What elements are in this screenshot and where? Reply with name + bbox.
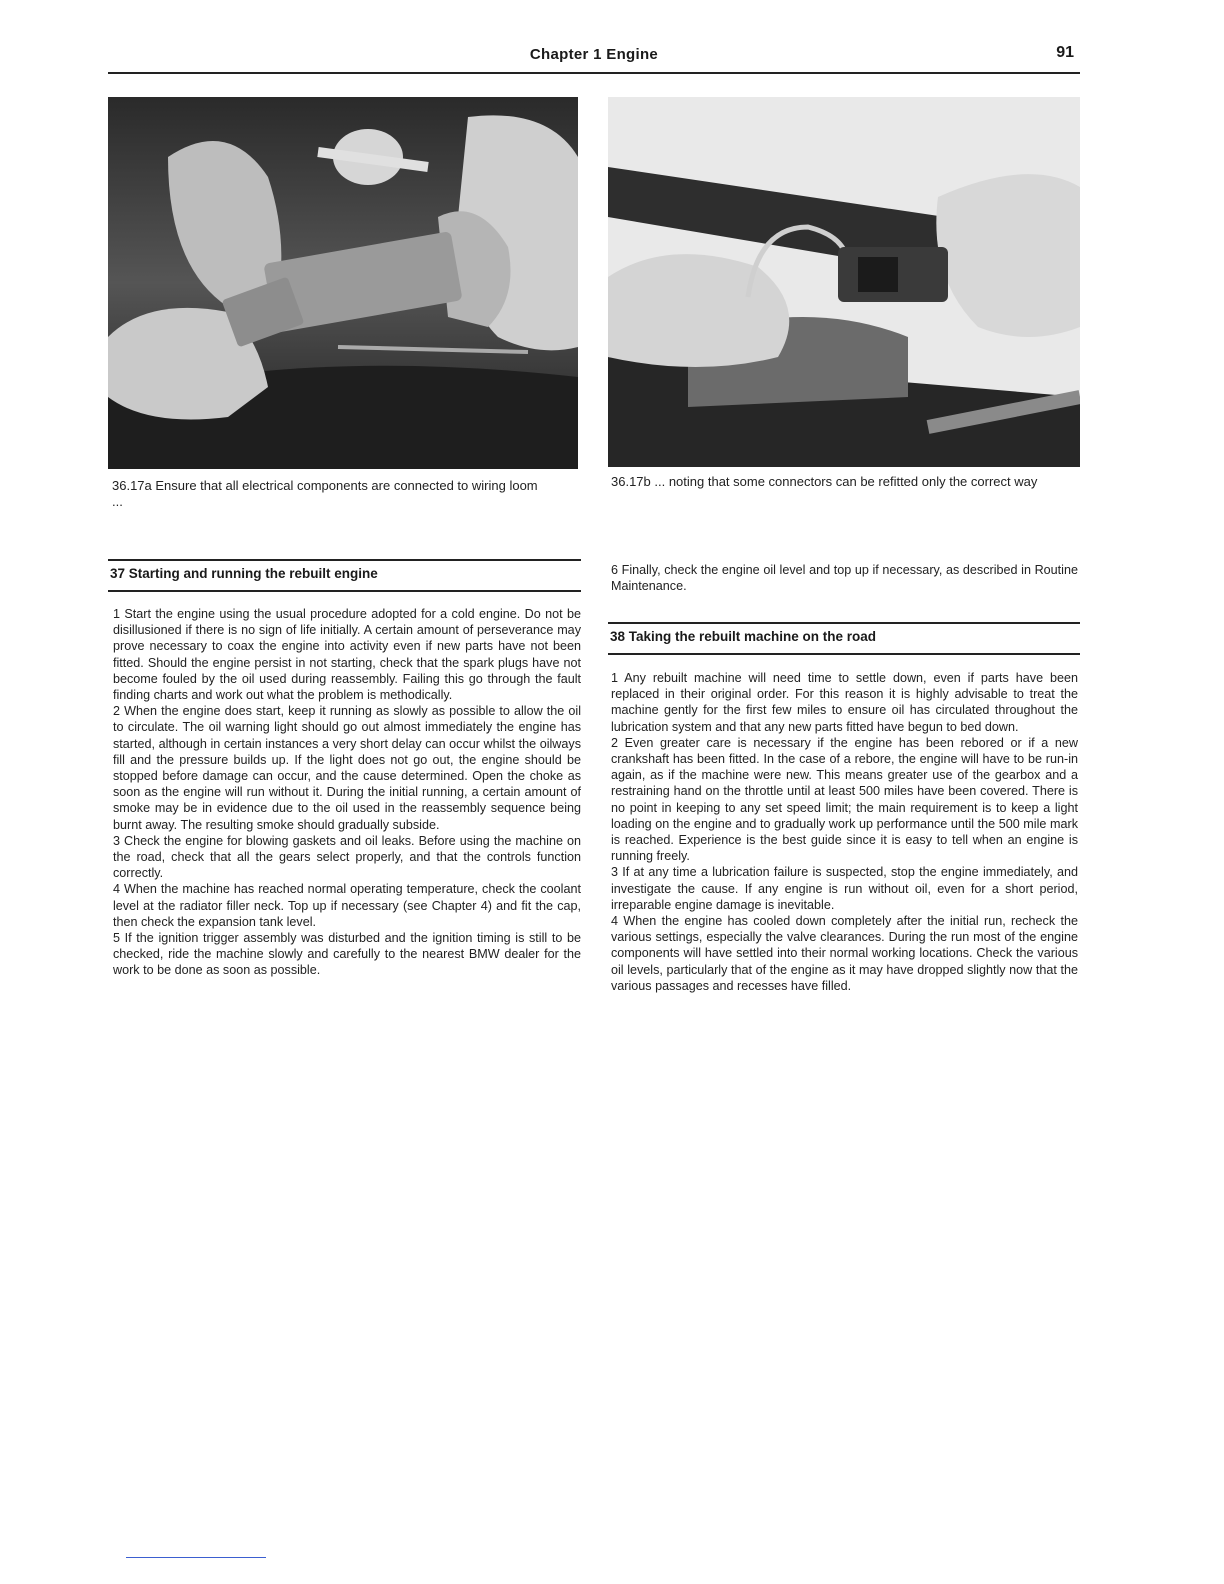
paragraph: 4 When the engine has cooled down completely after the initial run, recheck the various settings, especially the valve clearances. During the run most of the engine components will have settled into their normal working locations. Check the various oil levels, particularly that of the engine as it may have dropped slightly now that the various passages and recesses have filled. — [611, 914, 1078, 993]
paragraph: 4 When the machine has reached normal operating temperature, check the coolant level at the radiator filler neck. Top up if necessary (see Chapter 4) and fit the cap, then check the expansion tank level. — [113, 882, 581, 929]
page-header — [108, 40, 1080, 74]
chapter-title: Chapter 1 Engine — [529, 46, 659, 63]
paragraph: 1 Start the engine using the usual procedure adopted for a cold engine. Do not be disillusioned if there is no sign of life initially. A certain amount of perseverance may prove necessary to coax the engine into activity even if new parts have not been fitted. Should the engine persist in not starting, check that the spark plugs have not become fouled by the oil used during reassembly. Failing this go through the fault finding charts and work out what the problem is methodically. — [113, 607, 581, 703]
section-37-body — [113, 606, 581, 979]
paragraph: 2 When the engine does start, keep it running as slowly as possible to allow the oil to circulate. The oil warning light should go out almost immediately the engine has started, although in certain instances a very short delay can occur whilst the oilways fill and the pressure builds up. If the light does not go out, the engine should be stopped before damage can occur, and the cause determined. Open the choke as soon as the engine will run without it. During the initial running, a certain amount of smoke may be in evidence due to the oil used in the reassembly sequence being burnt away. The resulting smoke should gradually subside. — [113, 704, 581, 832]
paragraph: 3 If at any time a lubrication failure is suspected, stop the engine immediately, and investigate the cause. If any engine is run without oil, even for a short period, irreparable engine damage is inevitable. — [611, 865, 1078, 912]
page-number: 91 — [1056, 44, 1074, 61]
paragraph: 6 Finally, check the engine oil level and top up if necessary, as described in Routine Maintenance. — [611, 563, 1078, 594]
paragraph: 5 If the ignition trigger assembly was disturbed and the ignition timing is still to be checked, ride the machine slowly and carefully to the nearest BMW dealer for the work to be done as soon as possible. — [113, 931, 581, 978]
paragraph: 1 Any rebuilt machine will need time to settle down, even if parts have been replaced in their original order. For this reason it is highly advisable to treat the machine gently for the first few miles to ensure oil has circulated throughout the lubrication system and that any new parts fitted have begun to bed down. — [611, 671, 1078, 734]
photo-connector-wiring-loom — [108, 97, 578, 469]
footer-rule — [126, 1557, 266, 1558]
section-38-body — [611, 670, 1078, 994]
figure-caption: 36.17a Ensure that all electrical components are connected to wiring loom ... — [112, 478, 538, 509]
section-heading-38: 38 Taking the rebuilt machine on the road — [608, 622, 1080, 655]
paragraph: 2 Even greater care is necessary if the engine has been rebored or if a new crankshaft has been fitted. In the case of a rebore, the engine will have to be run-in again, as if the machine were new. This means greater use of the gearbox and a restraining hand on the throttle until at least 500 miles have been covered. There is no point in keeping to any set speed limit; the main requirement is to keep a light loading on the engine and to gradually work up performance until the 500 mile mark is reached. Experience is the best guide since it is easy to tell when an engine is running freely. — [611, 735, 1078, 864]
figure-caption: 36.17b ... noting that some connectors can be refitted only the correct way — [611, 474, 1038, 489]
section-heading-37: 37 Starting and running the rebuilt engine — [108, 559, 581, 592]
section-37-continued — [611, 562, 1078, 594]
photo-connector-orientation — [608, 97, 1080, 467]
paragraph: 3 Check the engine for blowing gaskets and oil leaks. Before using the machine on the road, check that all the gears select properly, and that the controls function correctly. — [113, 833, 581, 881]
